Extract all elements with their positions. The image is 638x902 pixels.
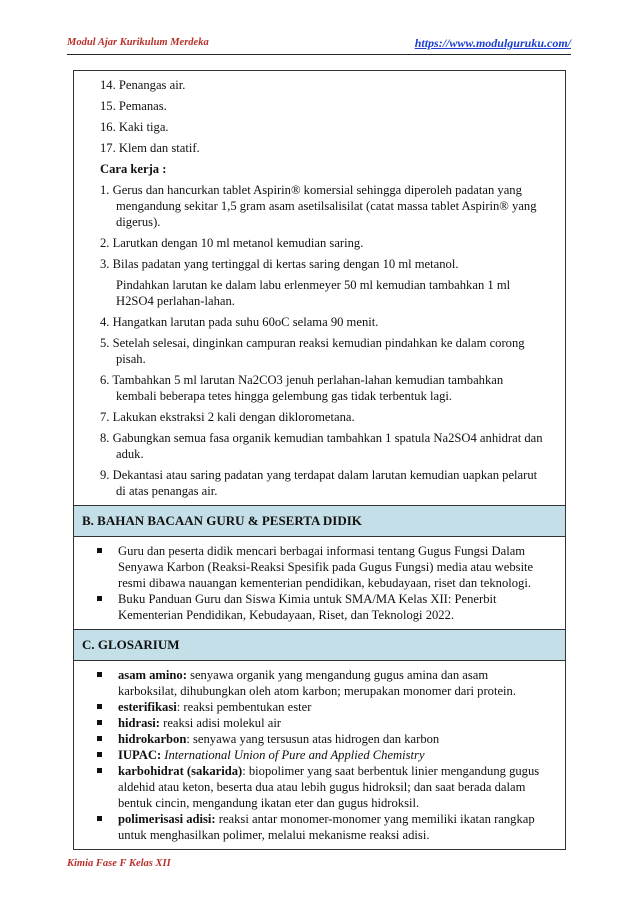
procedure-step: 1. Gerus dan hancurkan tablet Aspirin® komersial sehingga diperoleh padatan yang mengandung sekitar 1,5 gram asam asetilsalisilat (catat massa tablet Aspirin® yang digerus). (100, 183, 537, 229)
reading-list (94, 543, 545, 623)
glossary-item (94, 667, 545, 699)
glossary-item (94, 763, 545, 811)
glossary-list (94, 667, 545, 843)
list-item: Buku Panduan Guru dan Siswa Kimia untuk SMA/MA Kelas XII: Penerbit Kementerian Pendidikan, Kebudayaan, Riset, dan Teknologi 2022. (94, 591, 545, 623)
glossary-term: IUPAC: (118, 748, 162, 762)
section-c-heading: C. GLOSARIUM (74, 629, 565, 661)
procedure-step: 6. Tambahkan 5 ml larutan Na2CO3 jenuh perlahan-lahan kemudian tambahkan kembali beberapa tetes hingga gelembung gas tidak terbentuk lagi. (100, 373, 504, 403)
header-divider (67, 54, 571, 55)
glossary-item (94, 731, 545, 747)
glossary-definition: senyawa organik yang mengandung gugus amina dan asam karboksilat, dihubungkan oleh atom karbon; merupakan monomer dari protein. (118, 668, 517, 698)
glossary-item (94, 747, 545, 763)
glossary-definition: : biopolimer yang saat berbentuk linier mengandung gugus aldehid atau keton, beserta dua atau lebih gugus hidroksil; dan saat berada dalam bentuk cincin, mengandung ikatan eter dan gugus hidroksil. (118, 764, 540, 810)
glossary-term: hidrokarbon (118, 732, 187, 746)
glossary-term: polimerisasi adisi: (118, 812, 216, 826)
header-module-title: Modul Ajar Kurikulum Merdeka (67, 37, 209, 48)
footer-course-label: Kimia Fase F Kelas XII (67, 858, 171, 869)
glossary-item (94, 715, 545, 731)
glossary-definition: International Union of Pure and Applied Chemistry (161, 748, 425, 762)
glossary-definition: reaksi adisi molekul air (160, 716, 282, 730)
procedure-step: 4. Hangatkan larutan pada suhu 60oC selama 90 menit. (100, 315, 379, 329)
section-b-heading: B. BAHAN BACAAN GURU & PESERTA DIDIK (74, 505, 565, 537)
tool-item: 14. Penangas air. (100, 78, 186, 92)
list-item: Guru dan peserta didik mencari berbagai informasi tentang Gugus Fungsi Dalam Senyawa Karbon (Reaksi-Reaksi Spesifik pada Gugus Fungsi) media atau website resmi dibawa nauangan kementerian pendidikan, kebudayaan, riset dan teknologi. (94, 543, 545, 591)
glossary-item (94, 699, 545, 715)
content-table (73, 70, 566, 850)
tool-item: 16. Kaki tiga. (100, 120, 169, 134)
glossary-definition: : senyawa yang tersusun atas hidrogen dan karbon (186, 732, 440, 746)
section-b-body (74, 537, 565, 629)
procedure-step: 2. Larutkan dengan 10 ml metanol kemudian saring. (100, 236, 364, 250)
tool-item: 15. Pemanas. (100, 99, 167, 113)
procedure-section (74, 71, 565, 505)
procedure-heading: Cara kerja : (100, 162, 167, 176)
procedure-step: Pindahkan larutan ke dalam labu erlenmeyer 50 ml kemudian tambahkan 1 ml H2SO4 perlahan-lahan. (116, 278, 511, 308)
glossary-term: esterifikasi (118, 700, 177, 714)
glossary-term: karbohidrat (sakarida) (118, 764, 243, 778)
procedure-step: 8. Gabungkan semua fasa organik kemudian tambahkan 1 spatula Na2SO4 anhidrat dan aduk. (100, 431, 543, 461)
section-c-body (74, 661, 565, 849)
glossary-item (94, 811, 545, 843)
procedure-step: 3. Bilas padatan yang tertinggal di kertas saring dengan 10 ml metanol. (100, 257, 459, 271)
glossary-definition: : reaksi pembentukan ester (176, 700, 312, 714)
glossary-definition: reaksi antar monomer-monomer yang memiliki ikatan rangkap untuk menghasilkan polimer, melalui mekanisme reaksi adisi. (118, 812, 535, 842)
procedure-step: 5. Setelah selesai, dinginkan campuran reaksi kemudian pindahkan ke dalam corong pisah. (100, 336, 525, 366)
glossary-term: hidrasi: (118, 716, 160, 730)
procedure-step: 7. Lakukan ekstraksi 2 kali dengan diklorometana. (100, 410, 355, 424)
glossary-term: asam amino: (118, 668, 187, 682)
procedure-step: 9. Dekantasi atau saring padatan yang terdapat dalam larutan kemudian uapkan pelarut di atas penangas air. (100, 468, 538, 498)
header-website-link[interactable]: https://www.modulguruku.com/ (414, 36, 571, 50)
tool-item: 17. Klem dan statif. (100, 141, 200, 155)
